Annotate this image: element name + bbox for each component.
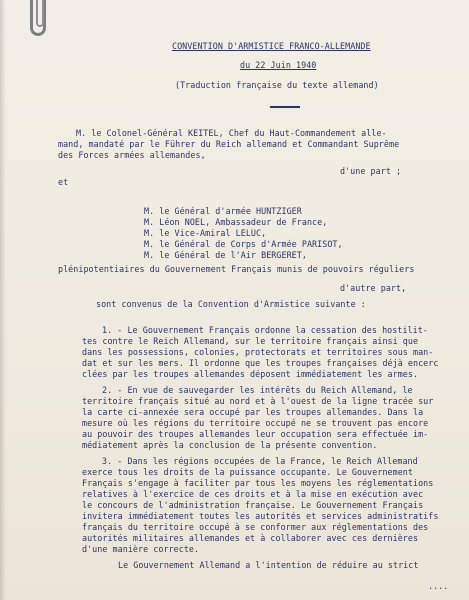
preamble-line: des Forces armées allemandes, [58,150,206,160]
preamble-line: sont convenus de la Convention d'Armistice suivante : [96,299,366,309]
plenipotentiary-line: M. le Général d'armée HUNTZIGER [144,206,302,216]
document-title: CONVENTION D'ARMISTICE FRANCO-ALLEMANDE [172,41,371,51]
article-1-line: clées par les troupes allemandes déposent immédiatement les armes. [82,369,419,379]
article-2-line: au pouvoir des troupes allemandes leur occupation sera effectuée im- [82,429,429,439]
article-3-line: invitera immédiatement toutes les autorités et services administratifs [82,511,439,521]
preamble-line: mand, mandaté par le Führer du Reich allemand et Commandant Suprême [58,139,400,149]
page-edge-shadow [0,0,6,600]
article-3-line: exerce tous les droits de la puissance occupante. Le Gouvernement [82,467,413,477]
preamble-line: M. le Colonel-Général KEITEL, Chef du Haut-Commandement alle- [76,128,387,138]
article-2-line: la carte ci-annexée sera occupé par les troupes allemandes. Dans la [82,407,424,417]
plenipotentiary-line: M. Léon NOEL, Ambassadeur de France, [144,217,328,227]
article-3-line: le concours de l'administration française. Le Gouvernement Français [82,500,424,510]
article-3-line: français du territoire occupé à se conformer aux réglementations des [82,522,429,532]
article-1-line: dans les possessions, colonies, protectorats et territoires sous man- [82,347,434,357]
article-3-line: relatives à l'exercice de ces droits et à la mise en exécution avec [82,489,424,499]
article-1-line: tes contre le Reich Allemand, sur le territoire français ainsi que [82,336,419,346]
continuation-line: Le Gouvernement Allemand a l'intention de réduire au strict [118,560,419,570]
preamble-line: d'autre part, [340,283,407,293]
article-3-line: Français s'engage à faciliter par tous les moyens les réglementations [82,478,434,488]
article-1-line: dat et sur les mers. Il ordonne que les troupes françaises déjà encerc [82,358,439,368]
article-2-line: 2. - En vue de sauvegarder les intérêts du Reich Allemand, le [102,385,413,395]
article-3-line: 3. - Dans les régions occupées de la France, le Reich Allemand [102,456,418,466]
article-3-line: autorités militaires allemandes et à collaborer avec ces dernières [82,533,419,543]
article-1-line: 1. - Le Gouvernement Français ordonne la cessation des hostilit- [102,325,428,335]
plenipotentiary-line: M. le Général de Corps d'Armée PARISOT, [144,239,343,249]
preamble-line: plénipotentiaires du Gouvernement Français munis de pouvoirs réguliers [58,264,415,274]
continuation-dots: .... [428,581,449,591]
preamble-line: d'une part ; [340,166,402,176]
title-divider [270,106,300,108]
article-2-line: territoire français situé au nord et à l'ouest de la ligne tracée sur [82,396,434,406]
article-2-line: mesure où les régions du territoire occupé ne se trouvent pas encore [82,418,429,428]
plenipotentiary-line: M. le Général de l'Air BERGERET, [144,250,307,260]
plenipotentiary-line: M. le Vice-Amiral LELUC, [144,228,267,238]
preamble-line: et [58,177,69,187]
article-2-line: médiatement après la conclusion de la présente convention. [82,440,378,450]
document-subtitle: (Traduction française du texte allemand) [175,80,379,90]
paper-clip [30,0,46,36]
article-3-line: d'une manière correcte. [82,544,200,554]
document-date: du 22 Juin 1940 [240,60,317,70]
